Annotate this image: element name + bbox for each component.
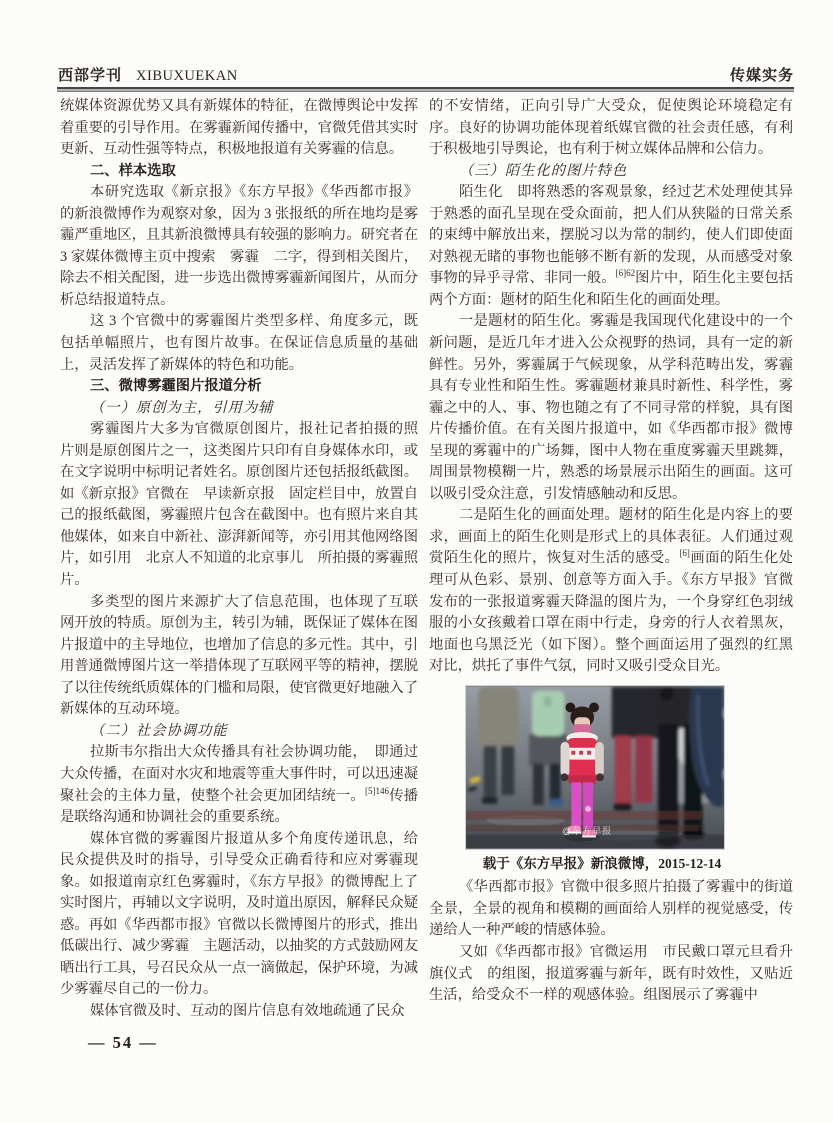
paragraph: 媒体官微及时、互动的图片信息有效地疏通了民众 [90, 1002, 405, 1019]
text-run: 陌生化 即将熟悉的客观景象，经过艺术处理使其异于熟悉的面孔呈现在受众面前，把人们从狭隘的日常关系的束缚中解放出来，摆脱习以为常的制约，使人们即使面对熟视无睹的事物也能够不断有新的发现，从而感受对象事物的异乎寻常、非同一般。 [429, 184, 793, 287]
text-run: 拉斯韦尔指出大众传播具有社会协调功能， 即通过大众传播，在面对水灾和地震等重大事件时，可以迅速凝聚社会的主体力量，使整个社会更加团结统一。 [60, 744, 418, 804]
paragraph: 雾霾图片大多为官微原创图片，报社记者拍摄的照片则是原创图片之一，这类图片只印有自身媒体水印，或在文字说明中标明记者姓名。原创图片还包括报纸截图。如《新京报》官微在 早读新京报 固定栏目中，放置自己的报纸截图，雾霾照片包含在截图中。也有照片来自其他媒体，如来自中新社、澎湃新闻等，亦引用其他网络图片，如引用 北京人不知道的北京事儿 所拍摄的雾霾照片。 [60, 421, 418, 589]
journal-name-en: XIBUXUEKAN [136, 68, 238, 84]
photo-watermark: @东方早报 [562, 826, 613, 837]
paragraph [60, 742, 418, 828]
news-photo [466, 686, 724, 849]
paragraph [429, 505, 793, 677]
subsection-heading-2: （二）社会协调功能 [90, 722, 228, 739]
text-run: 画面的陌生化处理可从色彩、景别、创意等方面入手。《东方早报》官微发布的一张报道雾霾天降温的图片为，一个身穿红色羽绒服的小女孩戴着口罩在雨中行走，身旁的行人衣着黑灰，地面也乌黑泛光（如下图）。整个画面运用了强烈的红黑对比，烘托了事件气氛，同时又吸引受众目光。 [429, 550, 794, 675]
paragraph: 一是题材的陌生化。雾霾是我国现代化建设中的一个新问题，是近几年才进入公众视野的热词，具有一定的新鲜性。另外，雾霾属于气候现象，从学科范畴出发，雾霾具有专业性和陌生性。雾霾题材兼具时新性、科学性，雾霾之中的人、事、物也随之有了不同寻常的样貌，具有图片传播价值。在有关图片报道中，如《华西都市报》微博呈现的雾霾中的广场舞，图中人物在重度雾霾天里跳舞，周围景物模糊一片，熟悉的场景展示出陌生的画面。这可以吸引受众注意，引发情感触动和反思。 [429, 313, 793, 502]
right-column [429, 96, 793, 1023]
journal-title-group [58, 64, 238, 85]
page-header [58, 64, 794, 85]
photo-caption: 载于《东方早报》新浪微博，2015-12-14 [482, 855, 722, 871]
citation-marker: [5]146 [364, 785, 389, 796]
paragraph: 《华西都市报》官微中很多照片拍摄了雾霾中的街道全景，全景的视角和模糊的画面给人别样的视觉感受，传递给人一种严峻的情感体验。 [429, 879, 793, 939]
section-heading-2: 二、样本选取 [90, 162, 176, 179]
citation-marker: [6] [679, 548, 690, 559]
left-column [60, 96, 433, 1023]
paragraph: 这 3 个官微中的雾霾图片类型多样、角度多元，既包括单幅照片，也有图片故事。在保证信息质量的基础上，灵活发挥了新媒体的特色和功能。 [60, 313, 418, 373]
section-label: 传媒实务 [729, 68, 794, 84]
citation-marker: [6]62 [615, 268, 636, 279]
paragraph: 的不安情绪，正向引导广大受众，促使舆论环境稳定有序。良好的协调功能体现着纸媒官微的社会责任感，有利于积极地引导舆论，也有利于树立媒体品牌和公信力。 [429, 98, 793, 158]
header-rule [57, 87, 794, 92]
paragraph: 本研究选取《新京报》《东方早报》《华西都市报》的新浪微博作为观察对象，因为 3 张报纸的所在地均是雾霾严重地区，且其新浪微博具有较强的影响力。研究者在 3 家媒体微博主页中搜索 雾霾 二字，得到相关图片，除去不相关配图，进一步选出微博雾霾新闻图片，从而分析总结报道特点。 [60, 184, 418, 308]
page-number: — 54 — [88, 1033, 158, 1052]
text-run: 传播是联络沟通和协调社会的重要系统。 [60, 787, 419, 826]
subsection-heading-1: （一）原创为主，引用为辅 [90, 399, 274, 416]
journal-name: 西部学刊 [58, 68, 123, 84]
section-heading-3: 三、微博雾霾图片报道分析 [90, 378, 262, 395]
paragraph [429, 182, 793, 311]
subsection-heading-3: （三）陌生化的图片特色 [459, 162, 628, 179]
paragraph: 又如《华西都市报》官微运用 市民戴口罩元旦看升旗仪式 的组图，报道雾霾与新年，既有时效性，又贴近生活，给受众不一样的观感体验。组图展示了雾霾中 [429, 943, 793, 1004]
paragraph: 媒体官微的雾霾图片报道从多个角度传递讯息，给民众提供及时的指导，引导受众正确看待和应对雾霾现象。如报道南京红色雾霾时，《东方早报》的微博配上了实时图片，再辅以文字说明，及时道出原因，解释民众疑惑。再如《华西都市报》官微以长微博图片的形式，推出 低碳出行、减少雾霾 主题活动，以抽奖的方式鼓励网友晒出行工具，号召民众从一点一滴做起，保护环境，为减少雾霾尽自己的一份力。 [60, 830, 433, 998]
text-run: 图片中，陌生化主要包括两个方面：题材的陌生化和陌生化的画面处理。 [429, 270, 794, 308]
paragraph: 统媒体资源优势又具有新媒体的特征，在微博舆论中发挥着重要的引导作用。在雾霾新闻传播中，官微凭借其实时更新、互动性强等特点，积极地报道有关雾霾的信息。 [60, 98, 418, 158]
paragraph: 多类型的图片来源扩大了信息范围，也体现了互联网开放的特质。原创为主，转引为辅，既保证了媒体在图片报道中的主导地位，也增加了信息的多元性。其中，引用普通微博图片这一举措体现了互联网平等的精神，摆脱了以往传统纸质媒体的门槛和局限，使官微更好地融入了新媒体的互动环境。 [60, 593, 418, 718]
article-body [60, 96, 793, 1023]
text-run: 二是陌生化的画面处理。题材的陌生化是内容上的要求，画面上的陌生化则是形式上的具体表征。人们通过观赏陌生化的照片，恢复对生活的感受。 [429, 507, 793, 567]
